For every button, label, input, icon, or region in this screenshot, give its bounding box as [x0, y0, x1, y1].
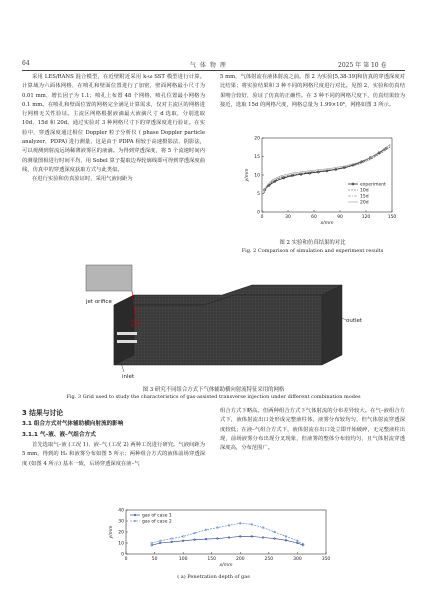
- subsection-title: 3.1 组合方式对气体辅助横向射流的影响: [22, 421, 124, 427]
- y-tick-label: 40: [118, 508, 124, 514]
- legend-label: 20d: [360, 200, 369, 206]
- paragraph: 首先选取气–液 (工况 1)、液–气 (工况 2) 两种工况进行研究。气液间距为 5 mm，得到的 H₂ 和液雾分布如图 5 所示；两种组合方式的液体前场穿透深度 (如图 4 所示) 基本一致，后场穿透深度在液–气: [22, 442, 205, 467]
- inlet-tube: [117, 340, 137, 343]
- left-column-text: [22, 73, 205, 185]
- y-tick-label: 20: [118, 530, 124, 536]
- subsubsection-title: 3.1.1 气–液、液–气组合方式: [22, 432, 96, 438]
- header-rule: [22, 70, 405, 71]
- figure-3-mesh: [84, 260, 384, 382]
- plot-frame: [262, 138, 392, 212]
- legend-label: 10d: [360, 188, 369, 194]
- paragraph: 在进行实验和仿真验证时，采用气液间距为: [32, 176, 133, 183]
- paragraph: 采用 LES/RANS 混合模型，在近壁附近采用 k-ω SST 模型进行计算。计算域为六面体网格，在喷孔和壁面位置进行了加密，壁面网格最小尺寸为 0.01 mm，增长因子为 1.1；喷孔上布置 48 个网格，喷孔位置最小网格为 0.1 mm。在喷孔和壁面位置的网格完全满足计算需求，仅对主流区的网格进行网格无关性验证。主流区网格根据液滴最大液滴尺寸 d 选取，分别选取 10d、15d 和 20d。通过实验对 3 种网格尺寸下的穿透深度进行验证。在实验中，穿透深度通过相位 Doppler 粒子分析仪 ( phase Doppler particle analyzer，PDPA) 进行测量，这是由于 PDPA 相较于高速摄影法、阴影法，可以观测到射流远场稀薄液雾区的液滴。为得到穿透深度，将 5 个流速时间内的测量图相进行时间平均，用 Sobel 算子提取边界轮廓线即可得到穿透深度曲线，仿真中的穿透深度获取方式与此类似。: [22, 74, 205, 173]
- figure-4a-subcaption: ( a) Penetration depth of gas: [177, 574, 250, 580]
- mesh-inlet-face: [114, 295, 134, 365]
- fig4-plot: [108, 508, 330, 568]
- x-tick-label: 90: [337, 215, 343, 220]
- y-tick-label: 10: [254, 173, 260, 179]
- legend-label: gas of case 2: [142, 519, 172, 525]
- x-tick-label: 60: [311, 215, 317, 220]
- section-left-text: [22, 441, 205, 469]
- legend-label: experiment: [360, 182, 386, 188]
- x-tick-label: 250: [264, 557, 274, 562]
- mesh-front-face: [114, 295, 322, 365]
- figure-3-caption-cn: 图 3 研究不同组合方式下气体辅助横向射流特征采用的网格: [142, 387, 285, 393]
- x-axis-label: x/mm: [320, 221, 334, 226]
- journal-name: 气 体 物 理: [190, 62, 227, 69]
- issue-info: 2025 年 第 10 卷: [338, 62, 387, 69]
- y-axis-label: y/mm: [245, 168, 250, 182]
- y-tick-label: 0: [121, 552, 124, 558]
- jet-orifice-inset: [86, 265, 132, 291]
- figure-2-caption-cn: 图 2 实验和仿真结果的对比: [279, 240, 346, 246]
- legend-label: gas of case 1: [142, 513, 172, 519]
- series-line: [152, 536, 303, 545]
- outlet-label: outlet: [346, 318, 363, 324]
- x-tick-label: 0: [260, 215, 264, 220]
- y-axis-label: y/mm: [109, 525, 114, 539]
- fig2-plot: [244, 136, 396, 226]
- page-number: 64: [22, 60, 30, 67]
- x-tick-label: 150: [207, 557, 217, 562]
- x-tick-label: 350: [321, 557, 331, 562]
- paragraph: 组合方式下略高。但两种组合方式下气体射流的分布差异较大。在气–液组合方式下，液体射流出口处形成完整液柱体，液雾分布较均匀，但气体射流穿透深度较低；在液–气组合方式下，液体射流在出口处立即开始破碎，无完整液柱出现，前场液雾分布出现分叉现象，但液雾的整体分布较均匀，且气体射流穿透深度高，分布范围广。: [220, 408, 405, 452]
- x-tick-label: 120: [361, 215, 371, 220]
- section-title: 3 结果与讨论: [22, 409, 64, 417]
- x-tick-label: 50: [151, 557, 158, 562]
- mesh-side-face: [322, 285, 342, 365]
- y-tick-label: 10: [118, 541, 124, 547]
- paragraph: 5 mm，气体射流在液体射流之前。图 2 为实验[5,38-39]和仿真的穿透深度对比结果；将实验结果和 3 种不同的网格尺度进行对比。见图 2，实验和仿真结果吻合较好，验证了仿真的正确性。在 3 种不同的网格尺度下，仿真结果较为接近，选取 15d 的网格尺度，网格总量为 1.99×10⁶，网格如图 3 所示。: [220, 74, 405, 108]
- figure-4a-chart: [96, 506, 346, 570]
- legend-label: 15d: [360, 194, 369, 200]
- x-tick-label: 30: [285, 215, 291, 220]
- section-right-text: [220, 407, 405, 453]
- x-axis-label: x/mm: [219, 563, 233, 568]
- x-tick-label: 200: [235, 557, 245, 562]
- series-line: [152, 523, 303, 544]
- right-column-text: [220, 73, 405, 110]
- y-tick-label: 15: [254, 155, 260, 161]
- figure-2-chart: [240, 132, 400, 232]
- x-tick-label: 0: [124, 557, 128, 562]
- inlet-tube: [117, 332, 137, 335]
- figure-2-caption-en: Fig. 2 Comparison of simulation and experiment results: [241, 248, 384, 254]
- y-tick-label: 0: [257, 210, 260, 216]
- x-tick-label: 100: [178, 557, 188, 562]
- y-tick-label: 20: [254, 136, 260, 142]
- x-tick-label: 300: [293, 557, 302, 562]
- jet-orifice-label: jet orifice: [86, 299, 112, 305]
- x-tick-label: 150: [387, 215, 397, 220]
- inlet-label: inlet: [122, 374, 135, 380]
- figure-3-caption-en: Fig. 3 Grid used to study the characteristics of gas-assisted transverse injection under different combination modes: [66, 394, 361, 400]
- y-tick-label: 30: [118, 519, 124, 525]
- y-tick-label: 5: [257, 192, 260, 198]
